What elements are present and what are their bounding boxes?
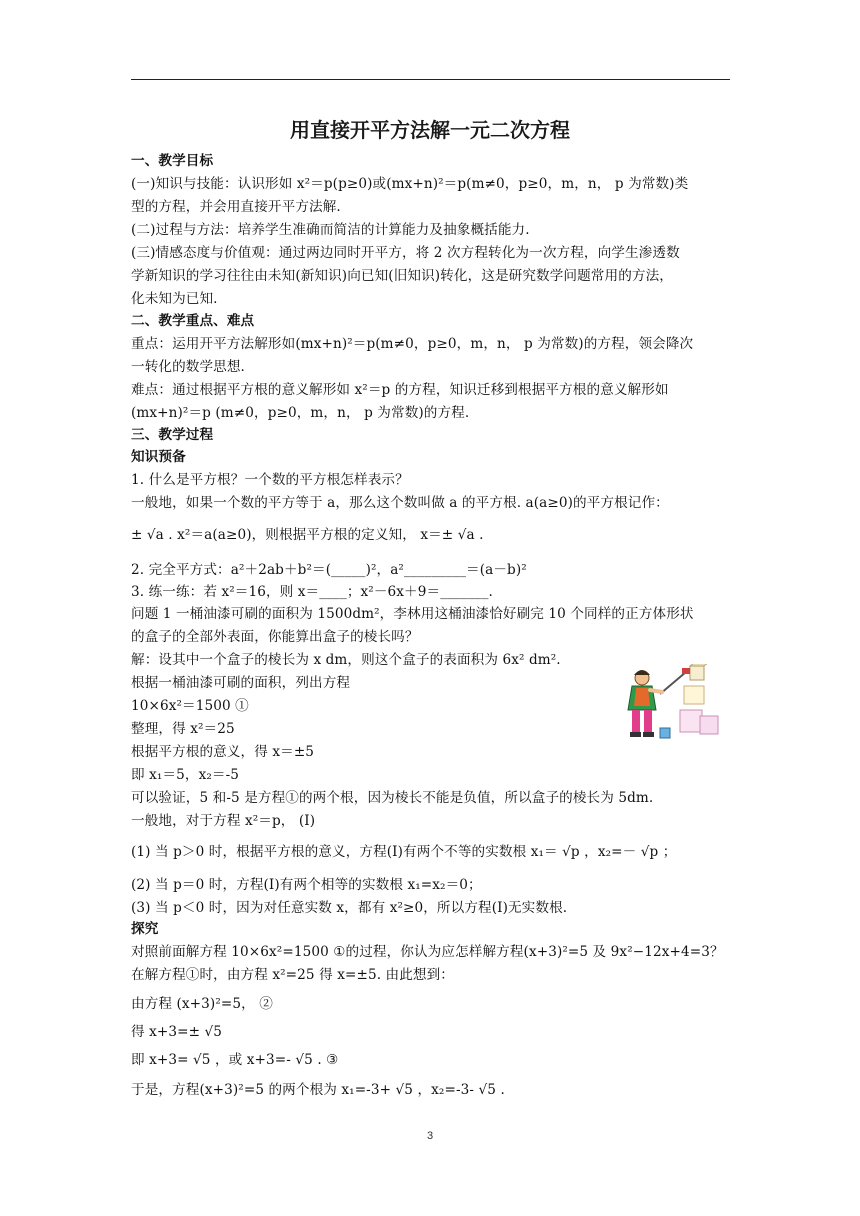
text-line: 型的方程，并会用直接开平方法解. (131, 199, 341, 215)
text-line: 的盒子的全部外表面，你能算出盒子的棱长吗？ (131, 629, 419, 645)
section-heading: 三、教学过程 (131, 427, 214, 443)
text-line: (3) 当 p＜0 时，因为对任意实数 x，都有 x²≥0，所以方程(Ⅰ)无实数根. (131, 900, 568, 916)
section-heading: 一、教学目标 (131, 153, 214, 169)
text-line: 10×6x²＝1500 ① (131, 698, 249, 714)
page-number: 3 (426, 1130, 434, 1142)
text-line: 一转化的数学思想. (131, 359, 245, 375)
page-title: 用直接开平方法解一元二次方程 (290, 118, 570, 142)
text-line: 由方程 (x+3)²=5， ② (131, 996, 273, 1012)
text-line: (mx+n)²＝p (m≠0，p≥0，m，n， p 为常数)的方程. (131, 405, 470, 421)
text-line: 即 x+3= √5 ，或 x+3=- √5 . ③ (131, 1052, 339, 1068)
text-line: 可以验证，5 和-5 是方程①的两个根，因为棱长不能是负值，所以盒子的棱长为 5dm. (131, 790, 654, 806)
text-line: 1. 什么是平方根？一个数的平方根怎样表示？ (131, 472, 409, 488)
text-line: 学新知识的学习往往由未知(新知识)向已知(旧知识)转化，这是研究数学问题常用的方法， (131, 268, 673, 284)
text-line: 2. 完全平方式：a²＋2ab＋b²＝(_____)²，a²_________＝(a－b)² (131, 562, 527, 578)
text-line: 化未知为已知. (131, 291, 218, 307)
text-line: (二)过程与方法：培养学生准确而简洁的计算能力及抽象概括能力. (131, 222, 530, 238)
text-line: 在解方程①时，由方程 x²=25 得 x=±5. 由此想到： (131, 967, 455, 983)
text-line: 对照前面解方程 10×6x²=1500 ①的过程，你认为应怎样解方程(x+3)²=5 及 9x²−12x+4=3？ (131, 944, 724, 960)
text-line: (1) 当 p＞0 时，根据平方根的意义，方程(Ⅰ)有两个不等的实数根 x₁＝ √p ，x₂=－ √p ； (131, 844, 677, 860)
header-rule (131, 79, 730, 80)
text-line: (一)知识与技能：认识形如 x²＝p(p≥0)或(mx+n)²＝p(m≠0，p≥0，m，n， p 为常数)类 (131, 176, 689, 192)
text-line: ± √a . x²＝a(a≥0)，则根据平方根的定义知， x＝± √a . (131, 527, 484, 543)
text-line: 根据平方根的意义，得 x＝±5 (131, 744, 315, 760)
subsection-heading: 知识预备 (131, 449, 186, 465)
text-line: 根据一桶油漆可刷的面积，列出方程 (131, 675, 351, 691)
problem-line: 问题 1 一桶油漆可刷的面积为 1500dm²，李林用这桶油漆恰好刷完 10 个同样的正方体形状 (131, 606, 694, 622)
text-line: 一般地，对于方程 x²＝p， (Ⅰ) (131, 813, 316, 829)
text-line: 3. 练一练：若 x²＝16，则 x＝____；x²－6x＋9＝_______. (131, 584, 493, 600)
text-line: 难点：通过根据平方根的意义解形如 x²＝p 的方程，知识迁移到根据平方根的意义解形如 (131, 382, 669, 398)
text-line: 于是，方程(x+3)²=5 的两个根为 x₁=-3+ √5 ，x₂=-3- √5 . (131, 1082, 505, 1098)
painter-illustration (620, 664, 722, 746)
text-line: 即 x₁＝5，x₂＝-5 (131, 767, 240, 783)
text-line: 重点：运用开平方法解形如(mx+n)²＝p(m≠0，p≥0，m，n， p 为常数)的方程，领会降次 (131, 336, 694, 352)
text-line: 得 x+3=± √5 (131, 1024, 223, 1040)
text-line: 解：设其中一个盒子的棱长为 x dm，则这个盒子的表面积为 6x² dm². (131, 652, 561, 668)
text-line: 整理，得 x²＝25 (131, 721, 235, 737)
text-line: 一般地，如果一个数的平方等于 a，那么这个数叫做 a 的平方根. a(a≥0)的平方根记作： (131, 495, 669, 511)
text-line: (2) 当 p＝0 时，方程(Ⅰ)有两个相等的实数根 x₁=x₂＝0； (131, 877, 482, 893)
section-heading: 二、教学重点、难点 (131, 313, 255, 329)
text-line: (三)情感态度与价值观：通过两边同时开平方，将 2 次方程转化为一次方程，向学生渗透数 (131, 245, 680, 261)
subsection-heading: 探究 (131, 921, 159, 937)
